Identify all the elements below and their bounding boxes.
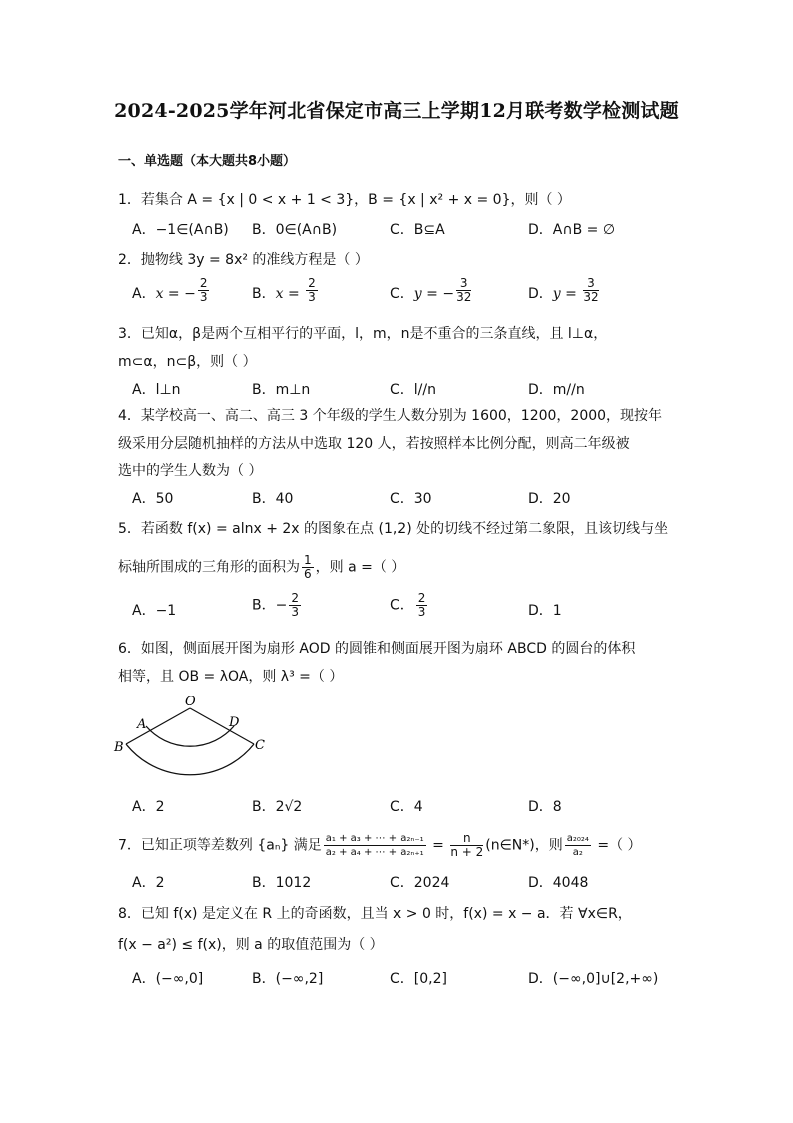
question-8-line-2: f(x − a²) ≤ f(x)，则 a 的取值范围为（ ）	[118, 937, 384, 953]
question-6-options	[132, 796, 692, 818]
q1-option-d: D．A∩B = ∅	[528, 222, 616, 238]
q6-option-c: C．4	[390, 799, 423, 815]
q1-option-a: A．−1∈(A∩B)	[132, 222, 229, 238]
question-3-line-1: 3．已知α，β是两个互相平行的平面，l，m，n是不重合的三条直线，且 l⊥α，	[118, 326, 608, 342]
q5-option-c: C． $\frac{2}{3}$	[390, 591, 426, 619]
q8-option-b: B．(−∞,2]	[252, 971, 324, 987]
question-7-options	[132, 872, 692, 894]
q3-option-b: B．m⊥n	[252, 382, 311, 398]
question-5-line-2: 标轴所围成的三角形的面积为 $\frac{1}{6}$ ，则 a =（ ）	[118, 553, 406, 581]
q2-option-c: C．y = − $\frac{3}{32}$	[390, 275, 472, 304]
q4-option-a: A．50	[132, 491, 174, 507]
q3-option-d: D．m//n	[528, 382, 585, 398]
q6-option-b: B．2√2	[252, 799, 303, 815]
q7-option-b: B．1012	[252, 875, 312, 891]
label-o: O	[185, 696, 196, 709]
q5-option-d: D．1	[528, 603, 562, 619]
outer-arc	[126, 744, 254, 775]
q4-option-c: C．30	[390, 491, 432, 507]
question-5-options	[132, 591, 692, 630]
section-heading: 一、单选题（本大题共8小题）	[118, 154, 297, 169]
question-6-line-2: 相等，且 OB = λOA，则 λ³ =（ ）	[118, 669, 344, 685]
question-1-options	[132, 219, 692, 241]
q8-option-a: A．(−∞,0]	[132, 971, 204, 987]
question-5-line-1: 5．若函数 f(x) = alnx + 2x 的图象在点 (1,2) 处的切线不经过第二象限，且该切线与坐	[118, 521, 669, 537]
q7-option-c: C．2024	[390, 875, 450, 891]
question-8-line-1: 8．已知 f(x) 是定义在 R 上的奇函数，且当 x > 0 时，f(x) = x − a．若 ∀x∈R，	[118, 906, 632, 922]
q7-option-a: A．2	[132, 875, 165, 891]
q8-option-d: D．(−∞,0]∪[2,+∞)	[528, 971, 659, 987]
page-title: 2024-2025学年河北省保定市高三上学期12月联考数学检测试题	[114, 100, 679, 122]
question-6-line-1: 6．如图，侧面展开图为扇形 AOD 的圆锥和侧面展开图为扇环 ABCD 的圆台的体积	[118, 641, 636, 657]
q6-option-a: A．2	[132, 799, 165, 815]
question-2-options	[132, 275, 692, 313]
label-b: B	[114, 740, 124, 755]
q3-option-c: C．l//n	[390, 382, 436, 398]
question-1: 1．若集合 A = {x | 0 < x + 1 < 3}，B = {x | x² + x = 0}，则（ ）	[118, 192, 571, 208]
q5-option-a: A．−1	[132, 603, 177, 619]
q6-option-d: D．8	[528, 799, 562, 815]
question-4-line-3: 选中的学生人数为（ ）	[118, 463, 263, 479]
q4-option-d: D．20	[528, 491, 571, 507]
q3-option-a: A．l⊥n	[132, 382, 181, 398]
label-d: D	[229, 715, 240, 730]
q2-option-d: D．y = $\frac{3}{32}$	[528, 275, 599, 304]
label-c: C	[255, 738, 265, 753]
question-3-line-2: m⊂α，n⊂β，则（ ）	[118, 354, 257, 370]
q2-option-a: A．x = − $\frac{2}{3}$	[132, 275, 208, 304]
question-3-options	[132, 379, 692, 401]
q2-option-b: B．x = $\frac{2}{3}$	[252, 275, 316, 304]
question-7: 7．已知正项等差数列 {aₙ} 满足 $\frac{\text{a₁ + a₃ + ⋯ + a₂ₙ₋₁}}{\text{a₂ + a₄ + ⋯ + a₂ₙ₊₁}}$ = $\frac{n}{n + 2}$ (n∈N*)，则 $\frac{\text{a₂₀₂₄}}{\text{a₂}}$ =（ ）	[118, 831, 642, 859]
question-8-options	[132, 968, 692, 990]
question-4-line-1: 4．某学校高一、高二、高三 3 个年级的学生人数分别为 1600，1200，2000，现按年	[118, 408, 663, 424]
q4-option-b: B．40	[252, 491, 294, 507]
q1-option-c: C．B⊆A	[390, 222, 445, 238]
sector-ring-figure	[112, 696, 282, 796]
q1-option-b: B．0∈(A∩B)	[252, 222, 338, 238]
question-2: 2．抛物线 3y = 8x² 的准线方程是（ ）	[118, 252, 369, 268]
q8-option-c: C．[0,2]	[390, 971, 447, 987]
label-a: A	[137, 717, 147, 732]
radius-oc	[190, 708, 254, 744]
question-4-options	[132, 488, 692, 510]
q7-option-d: D．4048	[528, 875, 589, 891]
question-4-line-2: 级采用分层随机抽样的方法从中选取 120 人，若按照样本比例分配，则高二年级被	[118, 436, 630, 452]
inner-arc	[146, 726, 234, 746]
radius-ob	[126, 708, 190, 744]
q5-option-b: B．− $\frac{2}{3}$	[252, 591, 299, 619]
